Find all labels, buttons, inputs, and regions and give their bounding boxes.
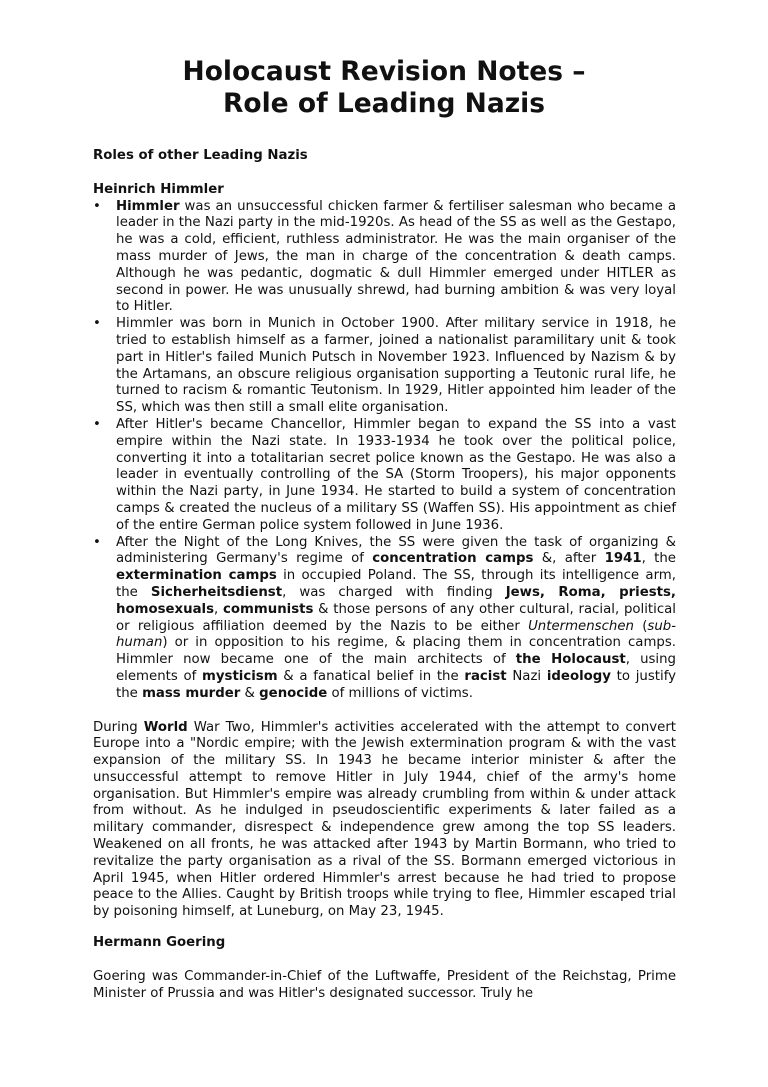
- goering-heading: Hermann Goering: [93, 935, 226, 951]
- emphasis-bold: 1941: [604, 551, 642, 567]
- himmler-paragraph: During World War Two, Himmler's activities accelerated with the attempt to convert Europe into a "Nordic empire; with the Jewish extermination program & with the vast expansion of the military SS. In 1943 he became interior minister & after the unsuccessful attempt to remove Hitler in July 1944, chief of the army's home organisation. But Himmler's empire was already crumbling from within & under attack from without. As he indulged in pseudoscientific experiments & later failed as a military commander, disrespect & independence grew among the top SS leaders. Weakened on all fronts, he was attacked after 1943 by Martin Bormann, who tried to revitalize the party organisation as a rival of the SS. Bormann emerged victorious in April 1945, when Hitler ordered Himmler's arrest because he had tried to propose peace to the Allies. Caught by British troops while trying to flee, Himmler escaped trial by poisoning himself, at Luneburg, on May 23, 1945.: [93, 719, 676, 920]
- emphasis-bold: Sicherheitsdienst: [150, 584, 283, 600]
- himmler-bullet-list: [93, 199, 676, 703]
- emphasis-bold: the Holocaust: [515, 652, 626, 668]
- emphasis-bold: concentration camps: [372, 551, 534, 567]
- page-title: [0, 56, 768, 120]
- title-line-1: Holocaust Revision Notes –: [182, 56, 586, 87]
- goering-paragraph: Goering was Commander-in-Chief of the Luftwaffe, President of the Reichstag, Prime Minister of Prussia and was Hitler's designated successor. Truly he: [93, 968, 676, 1001]
- document-body: [93, 148, 676, 1002]
- emphasis-bold: Himmler: [116, 198, 180, 214]
- emphasis-italic: Untermenschen: [528, 618, 634, 634]
- emphasis-bold: communists: [223, 601, 314, 617]
- section-heading: Roles of other Leading Nazis: [93, 148, 308, 163]
- emphasis-bold: Jews, Roma, priests, homosexuals: [116, 584, 676, 617]
- emphasis-bold: genocide: [259, 685, 328, 701]
- bullet-item: • Himmler was an unsuccessful chicken farmer & fertiliser salesman who became a leader in the Nazi party in the mid-1920s. As head of the SS as well as the Gestapo, he was a cold, efficient, ruthless administrator. He was the main organiser of the mass murder of Jews, the man in charge of the concentration & death camps. Although he was pedantic, dogmatic & dull Himmler emerged under HITLER as second in power. He was unusually shrewd, had burning ambition & was very loyal to Hitler.: [93, 199, 676, 317]
- title-line-2: Role of Leading Nazis: [222, 88, 546, 119]
- emphasis-bold: ideology: [546, 668, 611, 684]
- bullet-item: • After the Night of the Long Knives, the SS were given the task of organizing & administering Germany's regime of concentration camps &, after 1941, the extermination camps in occupied Poland. The SS, through its intelligence arm, the Sicherheitsdienst, was charged with finding Jews, Roma, priests, homosexuals, communists & those persons of any other cultural, racial, political or religious affiliation deemed by the Nazis to be either Untermenschen (sub-human) or in opposition to his regime, & placing them in concentration camps. Himmler now became one of the main architects of the Holocaust, using elements of mysticism & a fanatical belief in the racist Nazi ideology to justify the mass murder & genocide of millions of victims.: [93, 535, 676, 703]
- emphasis-bold: extermination camps: [116, 568, 277, 584]
- emphasis-italic: sub-human: [116, 618, 676, 651]
- bullet-item: • Himmler was born in Munich in October 1900. After military service in 1918, he tried to establish himself as a farmer, joined a nationalist paramilitary unit & took part in Hitler's failed Munich Putsch in November 1923. Influenced by Nazism & by the Artamans, an obscure religious organisation supporting a Teutonic rural life, he turned to racism & romantic Teutonism. In 1929, Hitler appointed him leader of the SS, which was then still a small elite organisation.: [93, 316, 676, 417]
- himmler-heading: Heinrich Himmler: [93, 181, 224, 197]
- emphasis-bold: mysticism: [202, 668, 278, 684]
- emphasis-bold: mass murder: [142, 685, 241, 701]
- bullet-item: • After Hitler's became Chancellor, Himmler began to expand the SS into a vast empire within the Nazi state. In 1933-1934 he took over the political police, converting it into a totalitarian secret police known as the Gestapo. He was also a leader in eventually controlling of the SA (Storm Troopers), his major opponents within the Nazi party, in June 1934. He started to build a system of concentration camps & created the nucleus of a military SS (Waffen SS). His appointment as chief of the entire German police system followed in June 1936.: [93, 417, 676, 535]
- emphasis-bold: World: [143, 719, 188, 735]
- emphasis-bold: racist: [464, 668, 507, 684]
